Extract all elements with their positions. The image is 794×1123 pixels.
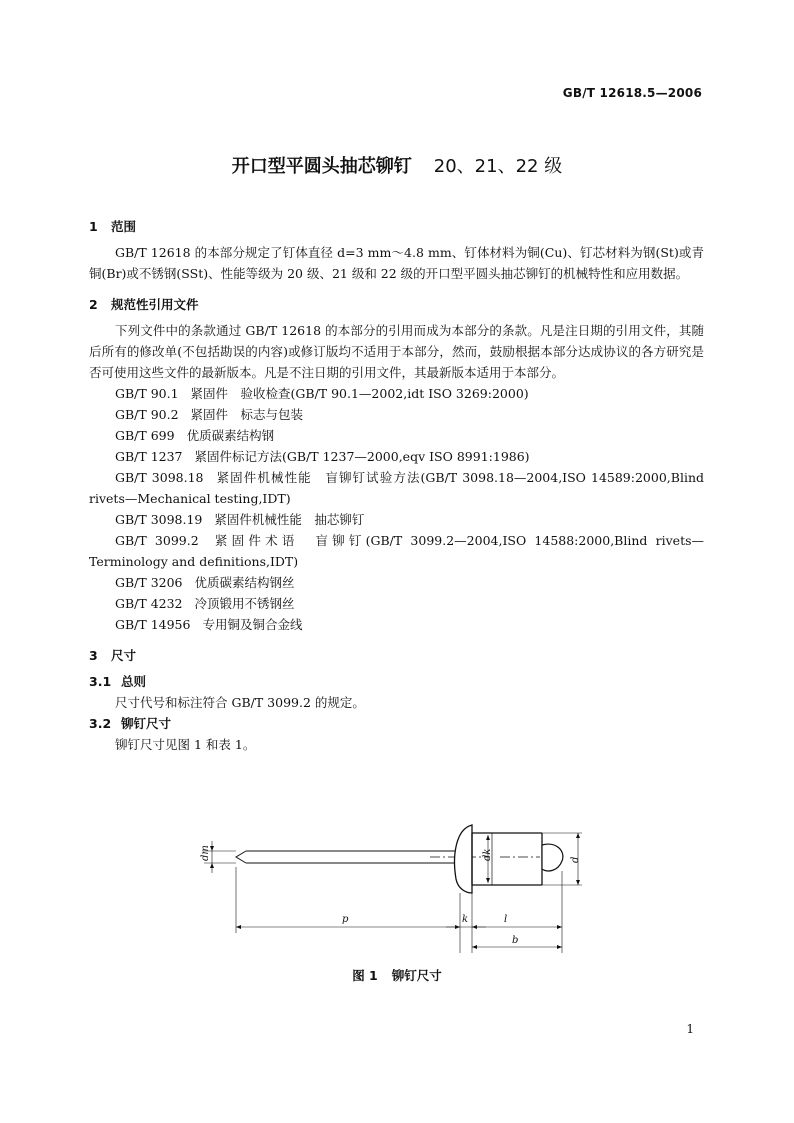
label-b: b xyxy=(512,935,519,946)
subsection-title: 总则 xyxy=(121,674,147,689)
page-number: 1 xyxy=(686,1022,694,1036)
label-l: l xyxy=(504,914,508,925)
section-number: 3 xyxy=(89,648,98,663)
label-k: k xyxy=(462,914,469,925)
figure-caption xyxy=(0,966,794,984)
section-heading xyxy=(89,290,704,320)
section-title: 范围 xyxy=(111,219,137,234)
section-title: 尺寸 xyxy=(111,648,137,663)
section-title: 规范性引用文件 xyxy=(111,297,199,312)
references-intro-paragraph: 下列文件中的条款通过 GB/T 12618 的本部分的引用而成为本部分的条款。凡是注日期的引用文件，其随后所有的修改单(不包括勘误的内容)或修订版均不适用于本部分，然而，鼓励根据本部分达成协议的各方研究是否可使用这些文件的最新版本。凡是不注日期的引用文件，其最新版本适用于本部分。 xyxy=(89,323,704,380)
subsection-number: 3.2 xyxy=(89,716,112,731)
reference-item: GB/T 1237 紧固件标记方法(GB/T 1237—2000,eqv ISO 8991:1986) xyxy=(115,449,530,464)
caption-number: 图 1 xyxy=(352,968,378,983)
reference-item: GB/T 90.1 紧固件 验收检查(GB/T 90.1—2002,idt ISO 3269:2000) xyxy=(115,386,529,401)
label-d: d xyxy=(570,856,581,863)
label-dm: dm xyxy=(200,845,211,861)
title-main: 开口型平圆头抽芯铆钉 xyxy=(231,156,412,177)
section-heading xyxy=(89,212,704,242)
reference-item: GB/T 3099.2 紧固件术语 盲铆钉(GB/T 3099.2—2004,ISO 14588:2000,Blind rivets—Terminology and definitions,IDT) xyxy=(89,533,705,569)
reference-item: GB/T 3098.19 紧固件机械性能 抽芯铆钉 xyxy=(115,512,365,527)
document-body xyxy=(89,212,704,755)
general-paragraph: 尺寸代号和标注符合 GB/T 3099.2 的规定。 xyxy=(115,695,365,710)
label-p: p xyxy=(342,914,349,925)
document-title xyxy=(0,152,794,178)
reference-item: GB/T 699 优质碳素结构钢 xyxy=(115,428,275,443)
reference-item: GB/T 14956 专用铜及铜合金线 xyxy=(115,617,303,632)
subsection-heading xyxy=(89,713,704,734)
reference-item: GB/T 90.2 紧固件 标志与包装 xyxy=(115,407,304,422)
rivet-head-shape xyxy=(455,825,472,893)
subsection-title: 铆钉尺寸 xyxy=(121,716,172,731)
rivet-figure xyxy=(190,815,610,965)
section-number: 2 xyxy=(89,297,98,312)
reference-item: GB/T 4232 冷顶锻用不锈钢丝 xyxy=(115,596,295,611)
mandrel-shape xyxy=(236,851,490,863)
subsection-heading xyxy=(89,671,704,692)
scope-paragraph: GB/T 12618 的本部分规定了钉体直径 d=3 mm～4.8 mm、钉体材料为铜(Cu)、钉芯材料为钢(St)或青铜(Br)或不锈钢(SSt)、性能等级为 20 级、21 级和 22 级的开口型平圆头抽芯铆钉的机械特性和应用数据。 xyxy=(89,245,704,281)
section-number: 1 xyxy=(89,219,98,234)
mandrel-head-shape xyxy=(542,844,563,871)
reference-item: GB/T 3098.18 紧固件机械性能 盲铆钉试验方法(GB/T 3098.18—2004,ISO 14589:2000,Blind rivets—Mechanical testing,IDT) xyxy=(89,470,704,506)
rivet-drawing xyxy=(190,815,610,965)
standard-number: GB/T 12618.5—2006 xyxy=(562,86,702,100)
reference-item: GB/T 3206 优质碳素结构钢丝 xyxy=(115,575,295,590)
label-dk: dk xyxy=(482,848,493,861)
caption-text: 铆钉尺寸 xyxy=(391,968,442,983)
subsection-number: 3.1 xyxy=(89,674,112,689)
section-heading xyxy=(89,641,704,671)
title-grade: 20、21、22 级 xyxy=(433,156,563,177)
rivet-dimensions-paragraph: 铆钉尺寸见图 1 和表 1。 xyxy=(115,737,256,752)
